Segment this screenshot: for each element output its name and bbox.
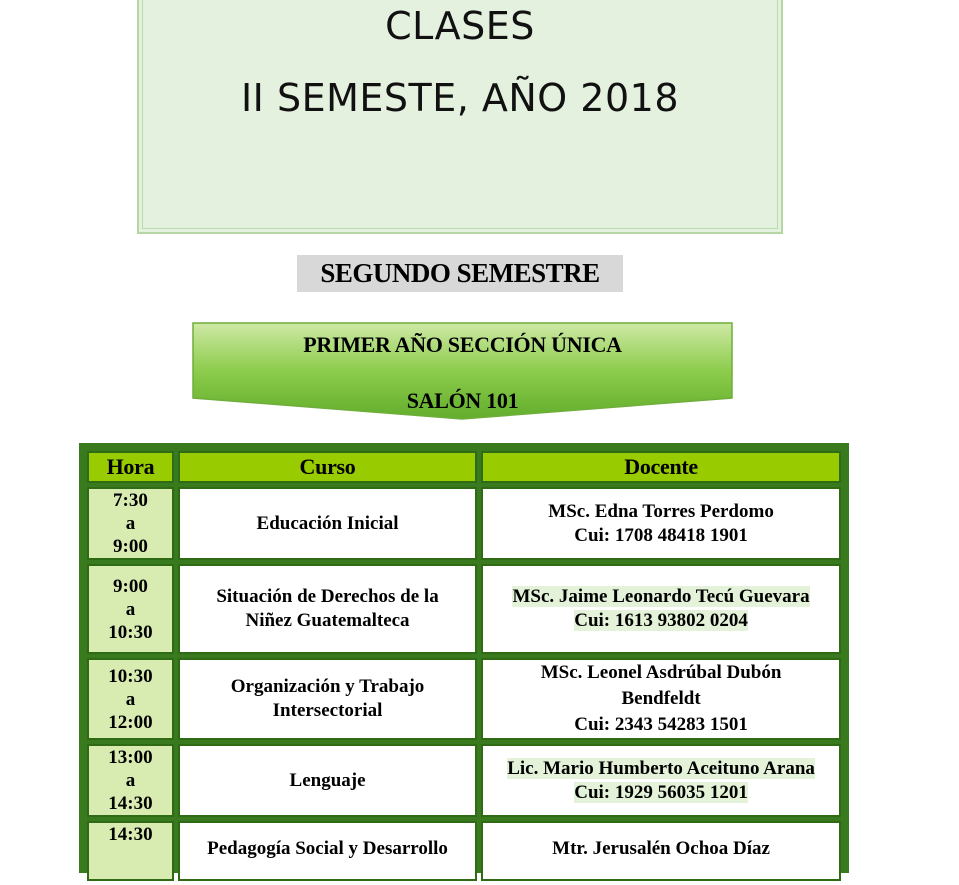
docente-name-cont: Bendfeldt [621,688,701,709]
docente-cell [481,821,841,881]
table-header-row [87,451,841,483]
curso-name: Lenguaje [289,769,366,791]
schedule-grid [83,447,845,885]
curso-name-cont: Intersectorial [272,700,383,721]
title-box [137,0,783,234]
docente-cui: Cui: 1708 48418 1901 [574,524,748,546]
hora-cell [87,487,174,560]
semester-label: SEGUNDO SEMESTRE [297,255,623,292]
hora-cell [87,658,174,740]
curso-name: Pedagogía Social y Desarrollo [207,838,448,859]
docente-cell [481,564,841,654]
docente-cell [481,744,841,817]
hora-sep: a [125,770,136,791]
docente-name: MSc. Edna Torres Perdomo [548,500,774,522]
hora-cell [87,564,174,654]
hora-end: 9:00 [113,536,148,557]
hora-end: 14:30 [108,793,153,814]
docente-cui: Cui: 2343 54283 1501 [574,714,748,735]
hora-cell [87,821,174,881]
hora-end: 12:00 [108,711,153,733]
table-row [87,487,841,560]
schedule-table [79,443,849,873]
curso-name-cont: Niñez Guatemalteca [245,610,410,631]
docente-name: Mtr. Jerusalén Ochoa Díaz [552,838,770,859]
hora-end: 10:30 [108,621,153,643]
curso-cell [178,658,477,740]
docente-cui: Cui: 1613 93802 0204 [574,610,748,631]
curso-cell [178,744,477,817]
hora-start: 7:30 [113,490,148,511]
table-row [87,658,841,740]
header-docente: Docente [481,451,841,483]
docente-cell [481,487,841,560]
curso-name: Situación de Derechos de la [216,586,439,607]
header-hora: Hora [87,451,174,483]
table-row [87,821,841,881]
hora-cell [87,744,174,817]
title-line-1: CLASES [385,4,535,48]
curso-name: Organización y Trabajo [230,676,425,697]
banner-line-1: PRIMER AÑO SECCIÓN ÚNICA [303,332,622,357]
table-row [87,564,841,654]
curso-cell [178,564,477,654]
hora-sep: a [125,688,136,710]
hora-start: 13:00 [108,747,153,768]
banner-line-2: SALÓN 101 [406,388,519,413]
hora-sep: a [125,598,136,620]
title-line-2: II SEMESTE, AÑO 2018 [240,76,680,120]
curso-cell [178,487,477,560]
docente-name: MSc. Leonel Asdrúbal Dubón [540,662,782,683]
docente-name: MSc. Jaime Leonardo Tecú Guevara [512,586,810,607]
hora-start: 14:30 [108,824,153,845]
docente-cui: Cui: 1929 56035 1201 [574,781,748,803]
hora-start: 9:00 [113,575,148,597]
curso-cell [178,821,477,881]
header-curso: Curso [178,451,477,483]
hora-start: 10:30 [108,665,153,687]
docente-name: Lic. Mario Humberto Aceituno Arana [507,757,815,779]
curso-name: Educación Inicial [256,512,399,534]
docente-cell [481,658,841,740]
hora-sep: a [125,513,136,534]
table-row [87,744,841,817]
section-banner [192,322,733,420]
